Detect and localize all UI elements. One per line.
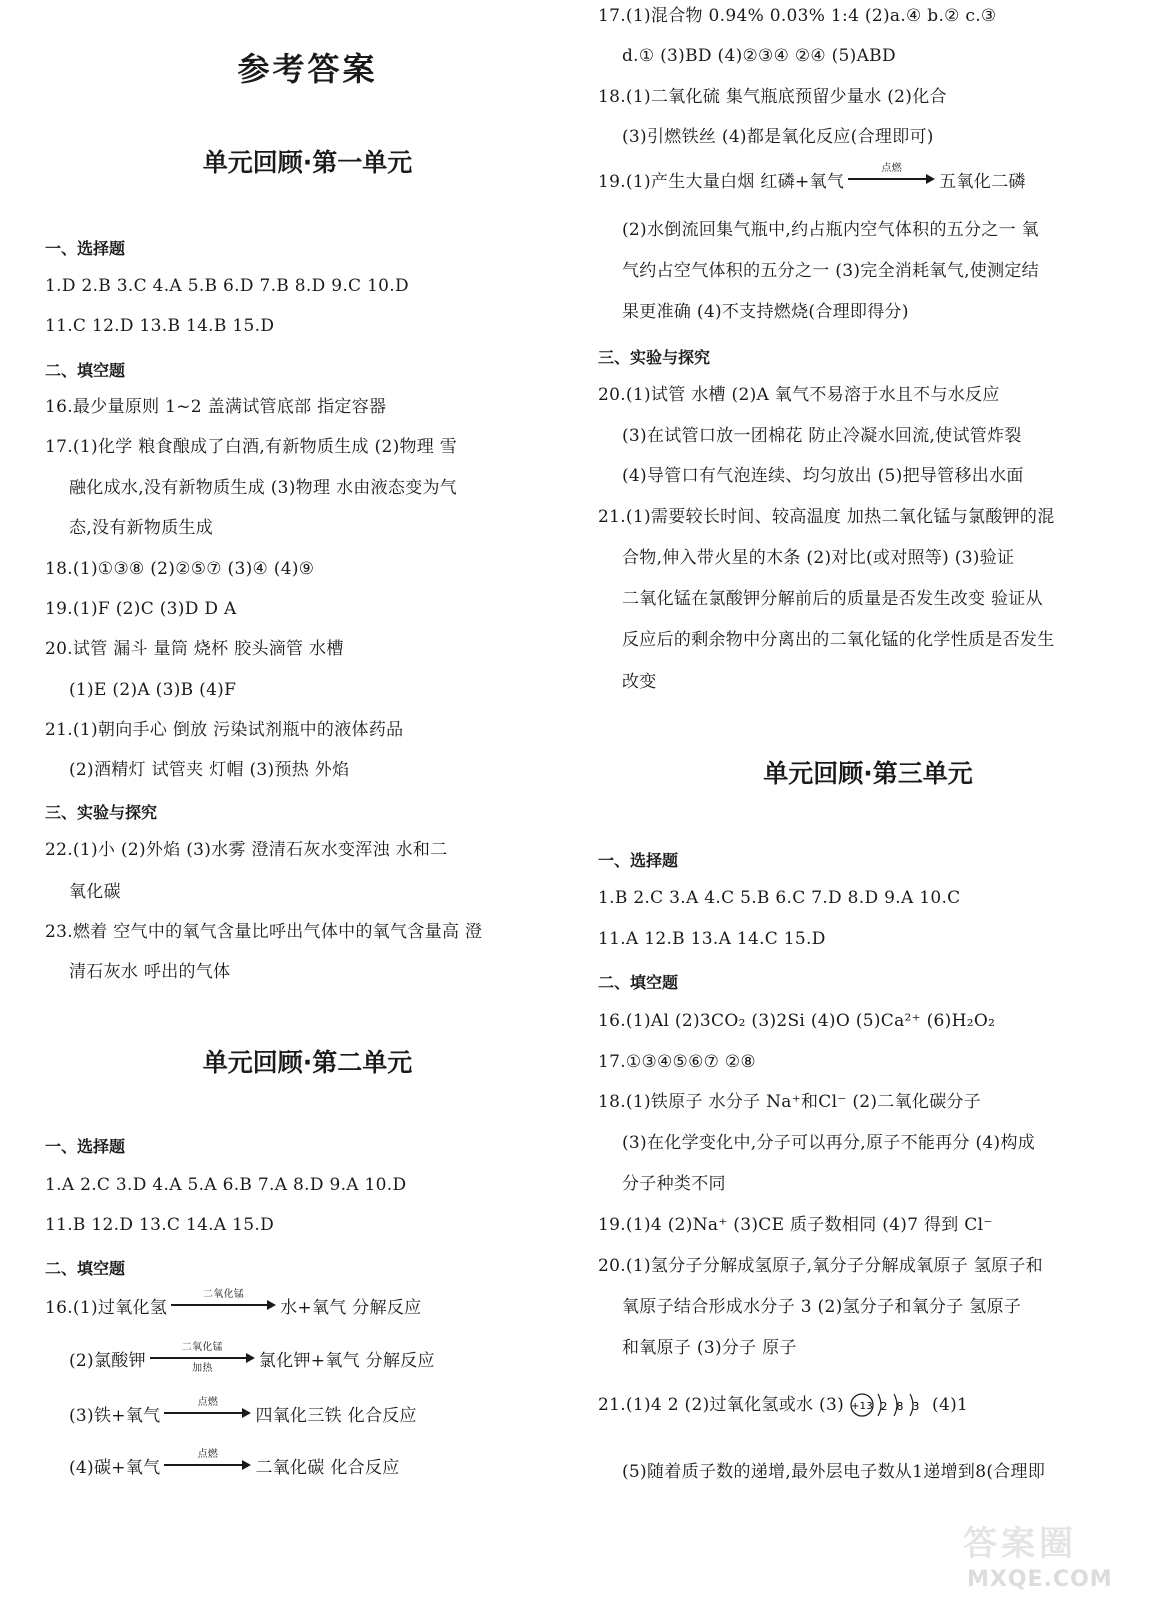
answer-line: 分子种类不同 (622, 1174, 726, 1194)
answer-line: 18.(1)铁原子 水分子 Na⁺和Cl⁻ (2)二氧化碳分子 (598, 1092, 982, 1112)
answer-text: (4)1 (932, 1395, 969, 1415)
reaction-condition: 点燃 (197, 1397, 219, 1408)
unit1-section-choice: 一、选择题 (45, 239, 126, 258)
answer-line: 改变 (622, 672, 657, 692)
answer-line-with-atom (598, 1388, 968, 1422)
equation-line (69, 1397, 417, 1432)
equation-reactants: (3)铁+氧气 (69, 1406, 161, 1426)
reaction-arrow (150, 1342, 255, 1374)
section-experiment: 三、实验与探究 (598, 348, 711, 367)
reaction-condition-under: 加热 (192, 1363, 213, 1374)
answer-line: (3)在试管口放一团棉花 防止冷凝水回流,使试管炸裂 (622, 426, 1022, 446)
unit1-title: 单元回顾·第一单元 (202, 148, 413, 177)
reaction-condition: 点燃 (881, 163, 902, 174)
equation-products: 水+氧气 分解反应 (280, 1298, 422, 1318)
equation-reactants: 16.(1)过氧化氢 (45, 1298, 168, 1318)
reaction-arrow (171, 1289, 276, 1321)
atom-nucleus-charge: +13 (851, 1401, 874, 1412)
answer-line: 二氧化锰在氯酸钾分解前后的质量是否发生改变 验证从 (622, 589, 1043, 609)
unit1-section-fill: 二、填空题 (45, 361, 126, 380)
answer-line: 20.(1)氢分子分解成氢原子,氧分子分解成氧原子 氢原子和 (598, 1256, 1043, 1276)
reaction-arrow (164, 1449, 251, 1481)
answer-line: 22.(1)小 (2)外焰 (3)水雾 澄清石灰水变浑浊 水和二 (45, 840, 448, 860)
unit2-title: 单元回顾·第二单元 (202, 1048, 413, 1077)
answer-line: 1.B 2.C 3.A 4.C 5.B 6.C 7.D 8.D 9.A 10.C (598, 888, 961, 908)
page-title: 参考答案 (237, 50, 378, 88)
answer-line: 18.(1)①③⑧ (2)②⑤⑦ (3)④ (4)⑨ (45, 559, 315, 579)
answer-line: 21.(1)需要较长时间、较高温度 加热二氧化锰与氯酸钾的混 (598, 507, 1055, 527)
answer-line: 17.①③④⑤⑥⑦ ②⑧ (598, 1052, 756, 1072)
watermark-url: MXQE.COM (967, 1567, 1113, 1592)
answer-line: 合物,伸入带火星的木条 (2)对比(或对照等) (3)验证 (622, 548, 1015, 568)
answer-line: (3)引燃铁丝 (4)都是氧化反应(合理即可) (622, 127, 934, 147)
answer-line: 19.(1)4 (2)Na⁺ (3)CE 质子数相同 (4)7 得到 Cl⁻ (598, 1215, 993, 1235)
reaction-arrow (848, 163, 935, 195)
reaction-condition: 二氧化锰 (203, 1289, 245, 1300)
unit3-section-choice: 一、选择题 (598, 851, 679, 870)
unit2-section-choice: 一、选择题 (45, 1137, 126, 1156)
equation-line (45, 1289, 422, 1324)
answer-line: 23.燃着 空气中的氧气含量比呼出气体中的氧气含量高 澄 (45, 922, 483, 942)
unit2-section-fill: 二、填空题 (45, 1259, 126, 1278)
answer-line: 清石灰水 呼出的气体 (69, 962, 231, 982)
reaction-condition: 点燃 (197, 1449, 219, 1460)
answer-line: 19.(1)F (2)C (3)D D A (45, 599, 237, 619)
atom-shell-2: 8 (896, 1400, 904, 1413)
unit3-section-fill: 二、填空题 (598, 973, 679, 992)
answer-line: (5)随着质子数的递增,最外层电子数从1递增到8(合理即 (622, 1462, 1046, 1482)
equation-reactants: 19.(1)产生大量白烟 红磷+氧气 (598, 172, 845, 192)
answer-line: 1.A 2.C 3.D 4.A 5.A 6.B 7.A 8.D 9.A 10.D (45, 1175, 407, 1195)
answer-line: 18.(1)二氧化硫 集气瓶底预留少量水 (2)化合 (598, 87, 947, 107)
reaction-condition: 二氧化锰 (181, 1342, 223, 1353)
equation-line (69, 1449, 400, 1484)
aluminum-atom-structure-diagram (848, 1388, 928, 1422)
answer-line: d.① (3)BD (4)②③④ ②④ (5)ABD (622, 46, 896, 66)
answer-text: 21.(1)4 2 (2)过氧化氢或水 (3) (598, 1395, 845, 1415)
answer-line: 20.试管 漏斗 量筒 烧杯 胶头滴管 水槽 (45, 639, 344, 659)
answer-line: (2)水倒流回集气瓶中,约占瓶内空气体积的五分之一 氧 (622, 220, 1039, 240)
answer-line: 11.A 12.B 13.A 14.C 15.D (598, 929, 826, 949)
answer-line: (2)酒精灯 试管夹 灯帽 (3)预热 外焰 (69, 760, 350, 780)
atom-shell-3: 3 (912, 1400, 920, 1413)
site-watermark-logo (963, 1516, 1143, 1592)
reaction-arrow (164, 1397, 251, 1429)
equation-products: 五氧化二磷 (939, 172, 1026, 192)
answer-line: 氧原子结合形成水分子 3 (2)氢分子和氧分子 氢原子 (622, 1297, 1022, 1317)
answer-line: 融化成水,没有新物质生成 (3)物理 水由液态变为气 (69, 478, 458, 498)
answer-line: 和氧原子 (3)分子 原子 (622, 1338, 797, 1358)
atom-shell-1: 2 (880, 1400, 888, 1413)
answer-line: (1)E (2)A (3)B (4)F (69, 680, 237, 700)
answer-line: 1.D 2.B 3.C 4.A 5.B 6.D 7.B 8.D 9.C 10.D (45, 276, 409, 296)
unit1-section-experiment: 三、实验与探究 (45, 803, 158, 822)
answer-line: 11.B 12.D 13.C 14.A 15.D (45, 1215, 275, 1235)
answer-line: 21.(1)朝向手心 倒放 污染试剂瓶中的液体药品 (45, 720, 404, 740)
answer-line: 氧化碳 (69, 882, 121, 902)
answer-line: 反应后的剩余物中分离出的二氧化锰的化学性质是否发生 (622, 630, 1055, 650)
answer-line: 11.C 12.D 13.B 14.B 15.D (45, 316, 275, 336)
answer-line: 17.(1)化学 粮食酿成了白酒,有新物质生成 (2)物理 雪 (45, 437, 458, 457)
answer-line: (4)导管口有气泡连续、均匀放出 (5)把导管移出水面 (622, 466, 1024, 486)
equation-line (598, 163, 1026, 198)
answer-line: 果更准确 (4)不支持燃烧(合理即得分) (622, 302, 909, 322)
answer-line: 16.最少量原则 1~2 盖满试管底部 指定容器 (45, 397, 387, 417)
equation-reactants: (4)碳+氧气 (69, 1458, 161, 1478)
equation-reactants: (2)氯酸钾 (69, 1351, 146, 1371)
answer-line: (3)在化学变化中,分子可以再分,原子不能再分 (4)构成 (622, 1133, 1036, 1153)
answer-line: 态,没有新物质生成 (69, 518, 214, 538)
watermark-text: 答案圈 (963, 1524, 1077, 1564)
equation-products: 氯化钾+氧气 分解反应 (258, 1351, 435, 1371)
unit3-title: 单元回顾·第三单元 (763, 759, 973, 788)
equation-products: 四氧化三铁 化合反应 (255, 1406, 417, 1426)
answer-line: 气约占空气体积的五分之一 (3)完全消耗氧气,使测定结 (622, 261, 1039, 281)
answer-line: 20.(1)试管 水槽 (2)A 氧气不易溶于水且不与水反应 (598, 385, 1000, 405)
answer-line: 16.(1)Al (2)3CO₂ (3)2Si (4)O (5)Ca²⁺ (6)H₂O₂ (598, 1011, 996, 1031)
answer-line: 17.(1)混合物 0.94% 0.03% 1:4 (2)a.④ b.② c.③ (598, 6, 997, 26)
equation-line (69, 1342, 435, 1377)
equation-products: 二氧化碳 化合反应 (255, 1458, 400, 1478)
